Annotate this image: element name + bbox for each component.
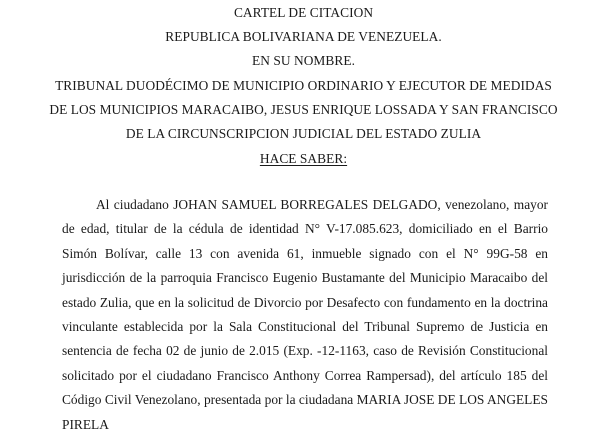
document-title: CARTEL DE CITACION <box>233 5 374 20</box>
in-name-heading: EN SU NOMBRE. <box>252 53 355 68</box>
tribunal-heading-line-2: DE LOS MUNICIPIOS MARACAIBO, JESUS ENRIQUE LOSSADA Y SAN FRANCISCO <box>49 102 558 117</box>
citation-body-paragraph: Al ciudadano JOHAN SAMUEL BORREGALES DELGADO, venezolano, mayor de edad, titular de la cédula de identidad N° V-17.085.623, domiciliado en el Barrio Simón Bolívar, calle 13 con avenida 61, inmueble signado con el N° 99G-58 en jurisdicción de la parroquia Francisco Eugenio Bustamante del Municipio Maracaibo del estado Zulia, que en la solicitud de Divorcio por Desafecto con fundamento en la doctrina vinculante establecida por la Sala Constitucional del Tribunal Supremo de Justicia en sentencia de fecha 02 de junio de 2.015 (Exp. -12-1163, caso de Revisión Constitucional solicitado por el ciudadano Francisco Anthony Correa Rampersad), del artículo 185 del Código Civil Venezolano, presentada por la ciudadana MARIA JOSE DE LOS ANGELES PIRELA <box>62 197 548 432</box>
announcement-heading: HACE SABER: <box>259 151 348 166</box>
republic-heading: REPUBLICA BOLIVARIANA DE VENEZUELA. <box>165 29 442 44</box>
tribunal-heading-line-3: DE LA CIRCUNSCRIPCION JUDICIAL DEL ESTADO ZULIA <box>125 126 482 141</box>
tribunal-heading-line-1: TRIBUNAL DUODÉCIMO DE MUNICIPIO ORDINARIO Y EJECUTOR DE MEDIDAS <box>55 78 552 93</box>
